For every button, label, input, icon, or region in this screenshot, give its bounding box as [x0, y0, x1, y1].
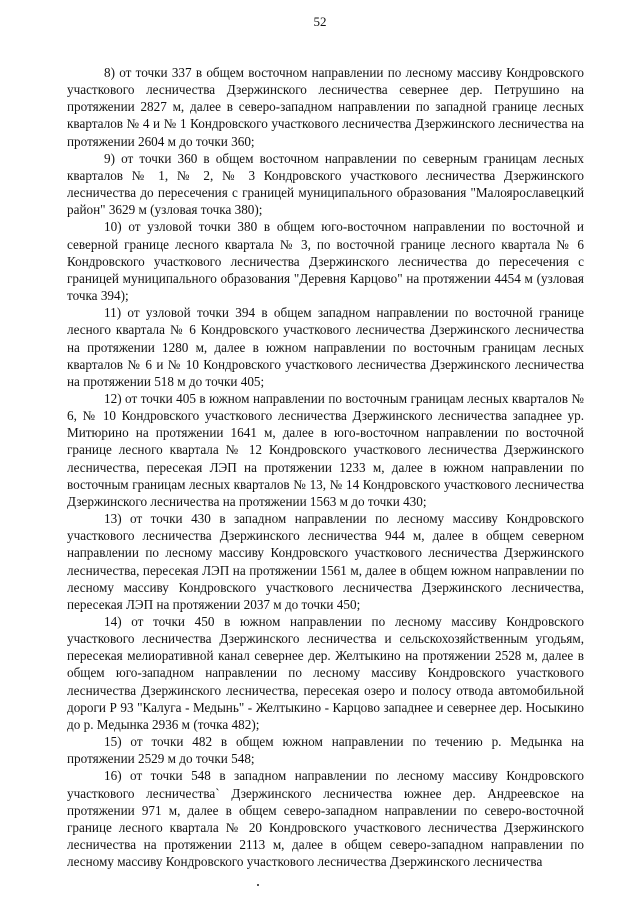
paragraph-10: 10) от узловой точки 380 в общем юго-восточном направлении по восточной и северной границе лесного квартала № 3, по восточной границе лесного квартала № 6 Кондровского участкового лесничества Дзержинского лесничества до пересечения с границей муниципального образования "Деревня Карцово" на протяжении 4454 м (узловая точка 394);	[67, 219, 584, 304]
paragraph-15: 15) от точки 482 в общем южном направлении по течению р. Медынка на протяжении 2529 м до точки 548;	[67, 734, 584, 767]
document-body	[67, 64, 584, 870]
paragraph-14: 14) от точки 450 в южном направлении по лесному массиву Кондровского участкового лесничества Дзержинского лесничества и сельскохозяйственным угодьям, пересекая мелиоративной канал севернее дер. Желтыкино на протяжении 2528 м, далее в общем юго-западном направлении по лесному массиву Кондровского участкового лесничества Дзержинского лесничества, пересекая озеро и полосу отвода автомобильной дороги Р 93 "Калуга - Медынь" - Желтыкино - Карцово западнее и севернее дер. Носыкино до р. Медынка 2936 м (точка 482);	[67, 614, 584, 732]
paragraph-11: 11) от узловой точки 394 в общем западном направлении по восточной границе лесного квартала № 6 Кондровского участкового лесничества Дзержинского лесничества на протяжении 1280 м, далее в южном направлении по восточным границам лесных кварталов № 6 и № 10 Кондровского участкового лесничества Дзержинского лесничества на протяжении 518 м до точки 405;	[67, 305, 584, 389]
paragraph-9: 9) от точки 360 в общем восточном направлении по северным границам лесных кварталов № 1, № 2, № 3 Кондровского участкового лесничества Дзержинского лесничества до пересечения с границей муниципального образования "Малоярославецкий район" 3629 м (узловая точка 380);	[67, 150, 584, 218]
page-number: 52	[313, 14, 327, 29]
paragraph-8: 8) от точки 337 в общем восточном направлении по лесному массиву Кондровского участкового лесничества Дзержинского лесничества севернее дер. Петрушино на протяжении 2827 м, далее в северо-западном направлении по западной границе лесных кварталов № 4 и № 1 Кондровского участкового лесничества Дзержинского лесничества на протяжении 2604 м до точки 360;	[67, 65, 584, 149]
paragraph-12: 12) от точки 405 в южном направлении по восточным границам лесных кварталов № 6, № 10 Кондровского участкового лесничества Дзержинского лесничества западнее ур. Митюрино на протяжении 1641 м, далее в юго-восточном направлении по восточной границе лесного квартала № 12 Кондровского участкового лесничества Дзержинского лесничества, пересекая ЛЭП на протяжении 1233 м, далее в южном направлении по восточным границам лесных кварталов № 13, № 14 Кондровского участкового лесничества Дзержинского лесничества на протяжении 1563 м до точки 430;	[67, 390, 584, 509]
scan-speck	[257, 884, 259, 886]
paragraph-13: 13) от точки 430 в западном направлении по лесному массиву Кондровского участкового лесничества Дзержинского лесничества 944 м, далее в общем северном направлении по лесному массиву Кондровского участкового лесничества Дзержинского лесничества, пересекая ЛЭП на протяжении 1561 м, далее в общем южном направлении по лесному массиву Кондровского участкового лесничества Дзержинского лесничества, пересекая ЛЭП на протяжении 2037 м до точки 450;	[67, 511, 584, 612]
paragraph-16: 16) от точки 548 в западном направлении по лесному массиву Кондровского участкового лесничества` Дзержинского лесничества южнее дер. Андреевское на протяжении 971 м, далее в общем северо-западном направлении по северо-восточной границе лесного квартала № 20 Кондровского участкового лесничества Дзержинского лесничества на протяжении 2113 м, далее в общем северо-западном направлении по лесному массиву Кондровского участкового лесничества Дзержинского лесничества	[67, 768, 584, 870]
